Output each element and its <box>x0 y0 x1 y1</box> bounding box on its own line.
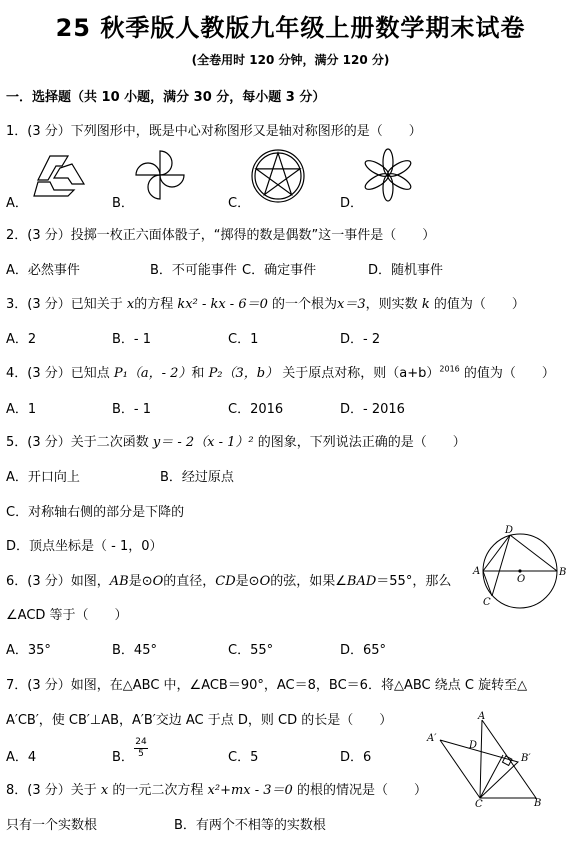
q6-bad: BAD <box>346 574 377 589</box>
label-d: D <box>505 525 514 536</box>
q6-option-a: A．35° <box>6 643 51 658</box>
q1-option-b: B． <box>112 196 134 211</box>
q6-ab: AB <box>109 574 129 589</box>
q1-option-d: D． <box>340 196 364 211</box>
q5-option-d: D．顶点坐标是（ - 1，0） <box>6 539 163 554</box>
six-petal-flower-figure <box>360 146 416 204</box>
q4-point-p1: P₁（a，- 2） <box>113 366 192 381</box>
question-3 <box>6 293 525 312</box>
label-c: C <box>475 799 483 810</box>
q2-option-b: B．不可能事件 <box>150 263 237 278</box>
q6-pre: 6．(3 分）如图， <box>6 574 110 589</box>
q2-option-d: D．随机事件 <box>368 263 444 278</box>
q6-cd: CD <box>215 574 236 589</box>
triangle-rotation-figure <box>422 710 552 810</box>
q4-mid2: 关于原点对称，则（a+b） <box>282 366 440 381</box>
q1-option-a: A． <box>6 196 28 211</box>
q8-option-a: 只有一个实数根 <box>6 818 98 833</box>
q3-option-c: C．1 <box>228 332 259 347</box>
section-heading: 一．选择题（共 10 小题，满分 30 分，每小题 3 分） <box>6 90 326 105</box>
q7-option-d: D．6 <box>340 750 372 765</box>
q6-mid1: 是⊙ <box>128 574 153 589</box>
q1-option-c: C． <box>228 196 251 211</box>
q2-option-a: A．必然事件 <box>6 263 80 278</box>
q6-option-c: C．55° <box>228 643 274 658</box>
q6-mid2: 的直径， <box>163 574 216 589</box>
q7-option-b: B． <box>112 750 134 765</box>
q3-option-a: A．2 <box>6 332 37 347</box>
q6-end: ＝55°，那么 <box>376 574 452 589</box>
question-6 <box>6 570 451 589</box>
q3-mid1: 的方程 <box>134 297 174 312</box>
q5-option-c: C．对称轴右侧的部分是下降的 <box>6 505 185 520</box>
question-8 <box>6 779 427 798</box>
q4-exponent: 2016 <box>439 364 460 374</box>
q3-option-b: B．- 1 <box>112 332 152 347</box>
q3-mid2: 的一个根为 <box>272 297 338 312</box>
q3-root: x＝3 <box>337 297 366 312</box>
label-b: B <box>534 798 542 809</box>
q3-end: 的值为（ ） <box>433 297 525 312</box>
q6-mid3: 是⊙ <box>235 574 260 589</box>
q7-fraction <box>134 737 148 760</box>
q4-pre: 4．(3 分）已知点 <box>6 366 110 381</box>
label-o: O <box>517 574 526 585</box>
circle-diagram-figure <box>470 524 574 610</box>
q4-mid1: 和 <box>191 366 205 381</box>
star-in-circle-figure <box>250 148 306 204</box>
q5-end: 的图象，下列说法正确的是（ ） <box>257 435 466 450</box>
label-a: A <box>478 711 486 722</box>
q4-option-a: A．1 <box>6 402 37 417</box>
recycle-triangle-figure <box>28 150 90 202</box>
q5-option-b: B．经过原点 <box>160 470 234 485</box>
q6-mid4: 的弦，如果∠ <box>270 574 347 589</box>
page-subtitle: (全卷用时 120 分钟，满分 120 分) <box>191 53 390 67</box>
q5-pre: 5．(3 分）关于二次函数 <box>6 435 149 450</box>
q3-pre: 3．(3 分）已知关于 <box>6 297 123 312</box>
q4-option-b: B．- 1 <box>112 402 152 417</box>
label-a-prime: A′ <box>427 733 437 744</box>
q8-equation: x²+mx - 3＝0 <box>207 783 293 798</box>
question-7-line2: A′CB′，使 CB′⊥AB，A′B′交边 AC 于点 D，则 CD 的长是（ ） <box>6 713 393 728</box>
q7-option-a: A．4 <box>6 750 37 765</box>
q4-option-d: D．- 2016 <box>340 402 405 417</box>
q3-option-d: D．- 2 <box>340 332 381 347</box>
label-b: B <box>559 567 567 578</box>
q8-option-b: B．有两个不相等的实数根 <box>174 818 326 833</box>
q3-var-k: k <box>421 297 430 312</box>
question-2: 2．(3 分）投掷一枚正六面体骰子，“掷得的数是偶数”这一事件是（ ） <box>6 228 436 243</box>
label-d: D <box>469 740 478 751</box>
q8-pre: 8．(3 分）关于 <box>6 783 97 798</box>
q3-mid3: ，则实数 <box>365 297 418 312</box>
label-b-prime: B′ <box>521 753 531 764</box>
q4-point-p2: P₂（3，b） <box>208 366 279 381</box>
q7-fraction-numerator: 24 <box>135 737 147 747</box>
q5-function: y＝ - 2（x - 1）² <box>152 435 254 450</box>
q2-option-c: C．确定事件 <box>242 263 317 278</box>
q4-option-c: C．2016 <box>228 402 284 417</box>
question-7: 7．(3 分）如图，在△ABC 中，∠ACB＝90°，AC＝8，BC＝6．将△ABC 绕点 C 旋转至△ <box>6 678 528 693</box>
q5-option-a: A．开口向上 <box>6 470 80 485</box>
question-5 <box>6 431 466 450</box>
q3-equation: kx² - kx - 6＝0 <box>177 297 268 312</box>
q3-var-x: x <box>126 297 135 312</box>
pinwheel-figure <box>134 149 186 201</box>
q4-end: 的值为（ ） <box>463 366 555 381</box>
page-title: 25 秋季版人教版九年级上册数学期末试卷 <box>55 14 526 42</box>
label-a: A <box>473 566 481 577</box>
question-1: 1．(3 分）下列图形中，既是中心对称图形又是轴对称图形的是（ ） <box>6 124 422 139</box>
q8-mid: 的一元二次方程 <box>112 783 204 798</box>
q8-var-x: x <box>100 783 109 798</box>
q6-o2: O <box>259 574 271 589</box>
label-c: C <box>483 597 491 608</box>
q6-option-d: D．65° <box>340 643 387 658</box>
q6-option-b: B．45° <box>112 643 157 658</box>
q8-end: 的根的情况是（ ） <box>296 783 427 798</box>
question-4 <box>6 362 555 381</box>
q7-fraction-denominator: 5 <box>138 749 144 759</box>
q6-o1: O <box>152 574 164 589</box>
q7-option-c: C．5 <box>228 750 259 765</box>
question-6-line2: ∠ACD 等于（ ） <box>6 608 128 623</box>
